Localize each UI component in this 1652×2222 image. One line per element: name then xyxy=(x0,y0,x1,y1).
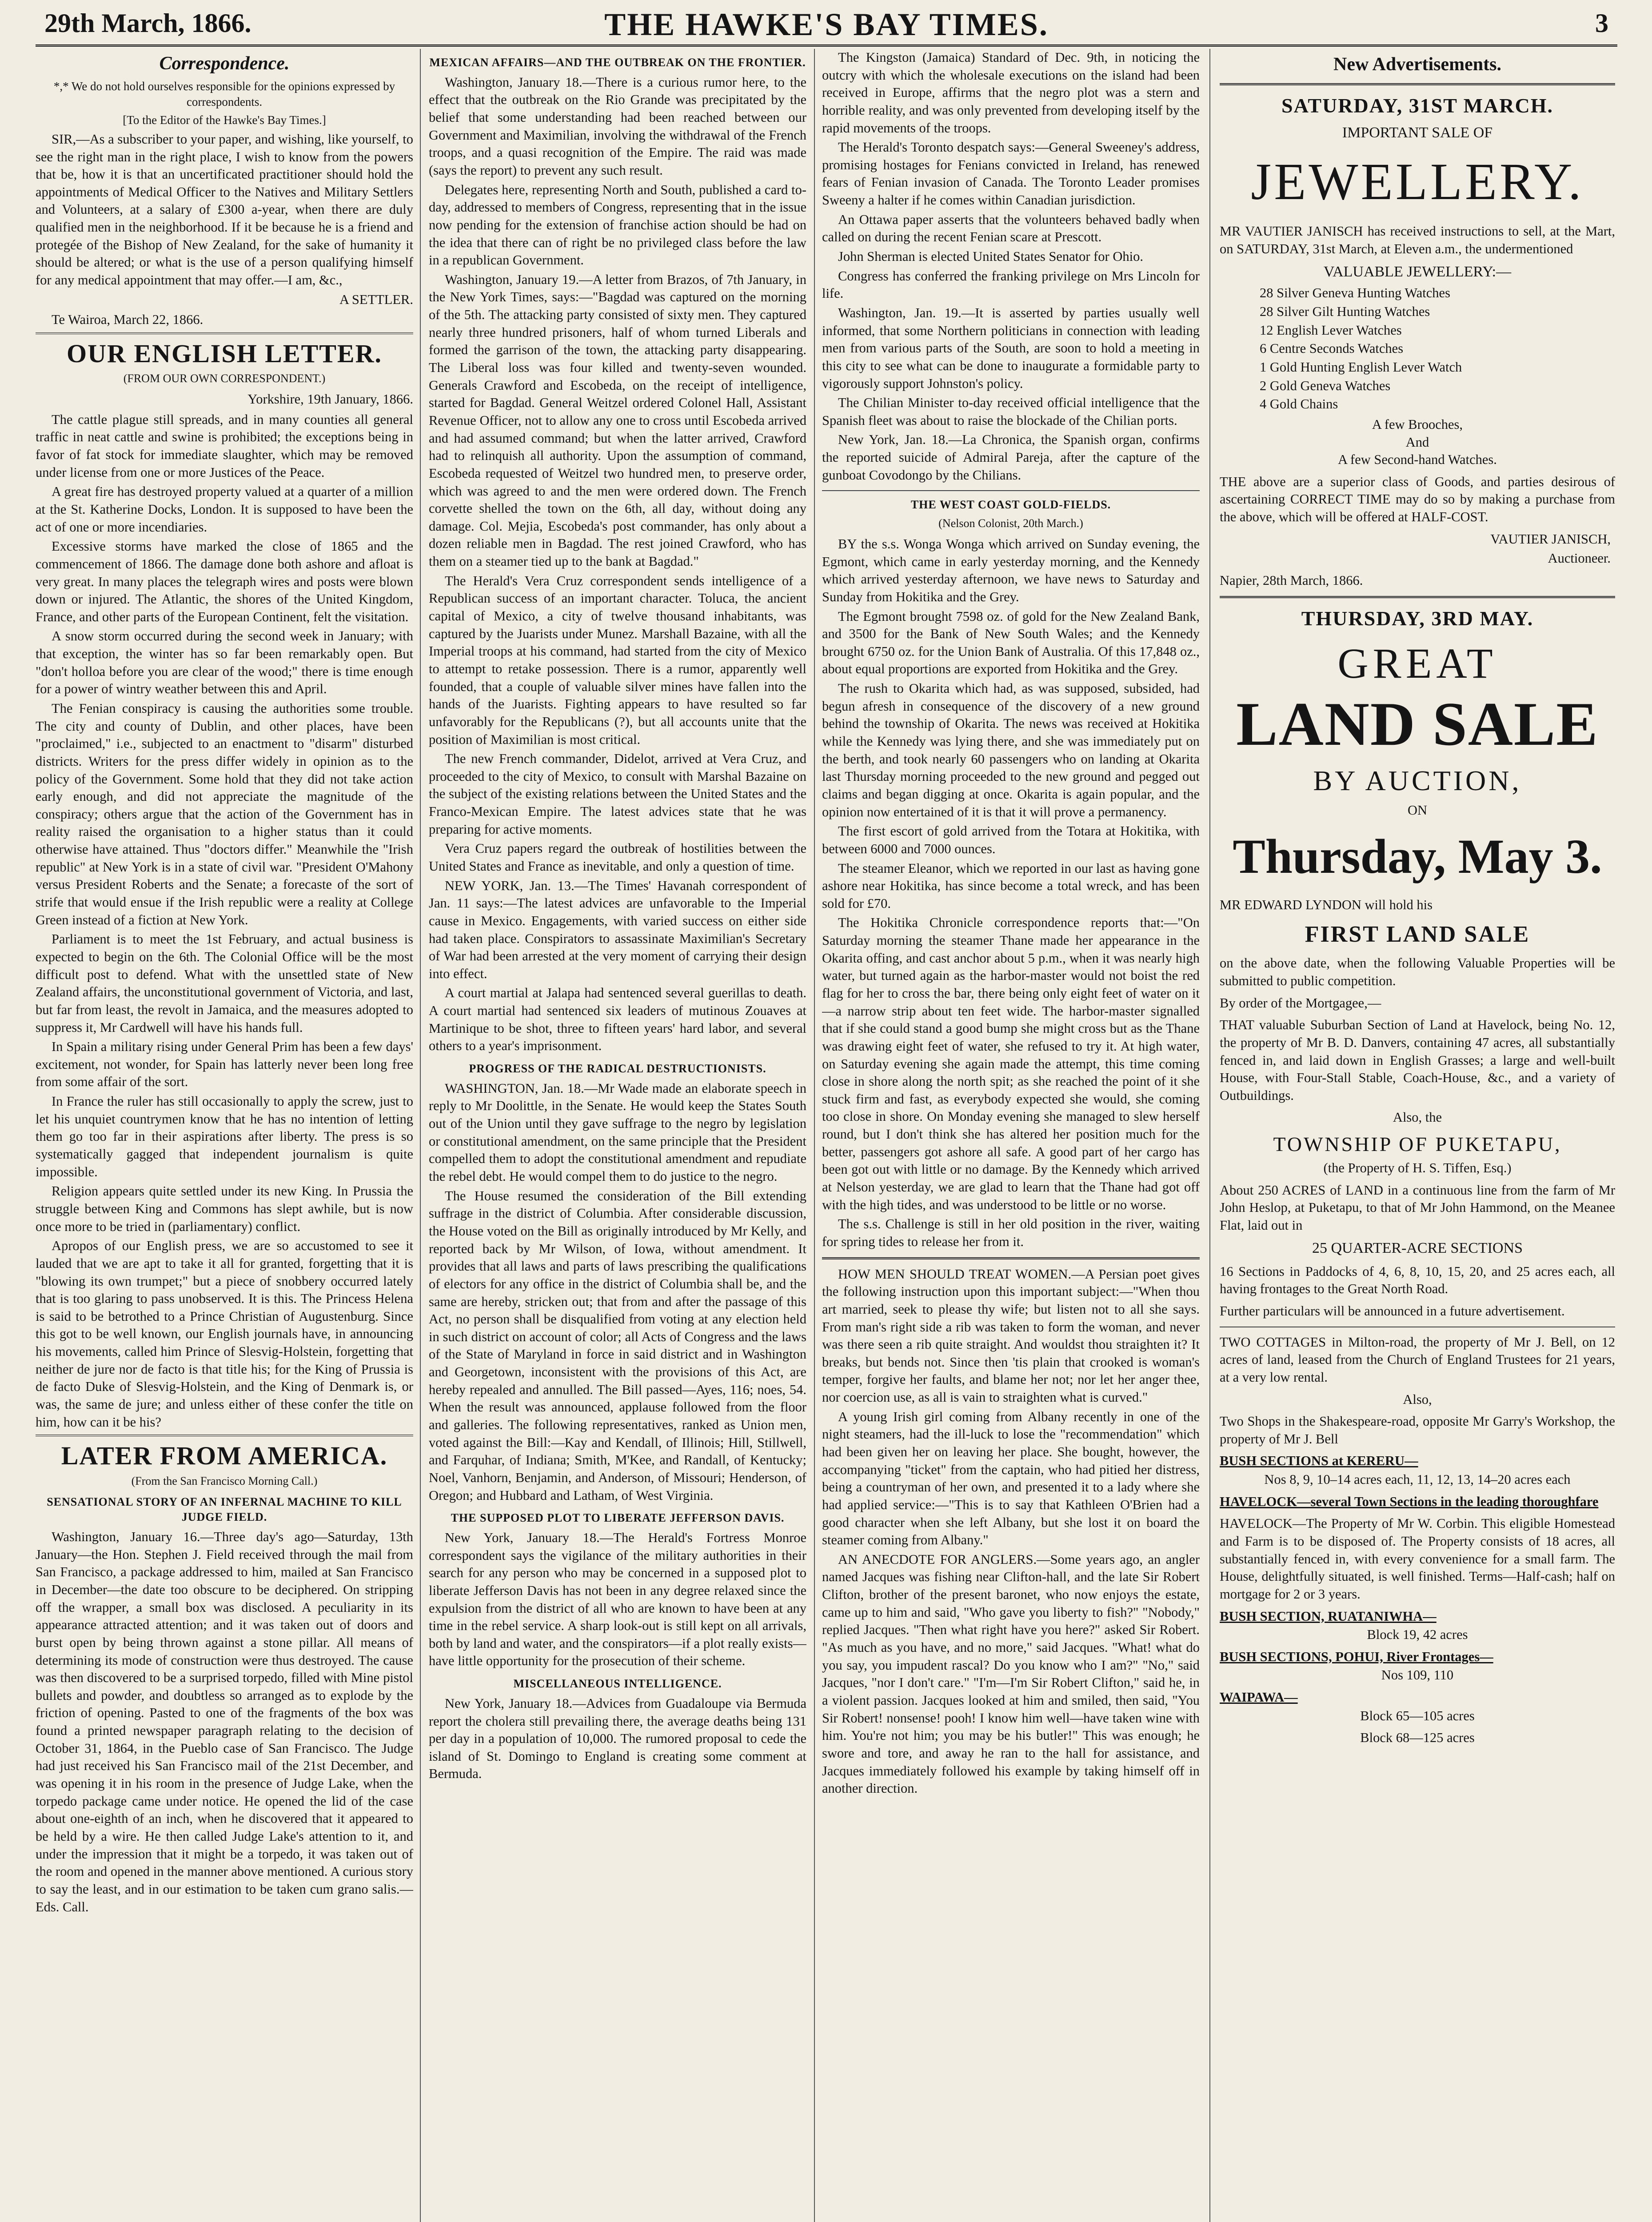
article-paragraph: New York, Jan. 18.—La Chronica, the Spanish organ, confirms the reported suicide of Admiral Pareja, after the capture of the gunboat Covodongo by the Chilians. xyxy=(822,432,1200,483)
masthead xyxy=(36,4,1617,47)
new-advertisements-heading: New Advertisements. xyxy=(1333,54,1501,75)
article-paragraph: Religion appears quite settled under its new King. In Prussia the struggle between King and Commons has slept awhile, but is now once more to be tried in (parliamentary) conflict. xyxy=(36,1183,413,1234)
article-paragraph: An Ottawa paper asserts that the volunteers behaved badly when called on during the recent Fenian scare at Prescott. xyxy=(822,212,1200,245)
article-paragraph: HOW MEN SHOULD TREAT WOMEN.—A Persian poet gives the following instruction upon this important subject:—"When thou art married, seek to please thy wife; but listen not to all she says. From man's right side a rib was taken to form the woman, and never was there seen a rib quite straight. And wouldst thou straighten it? It breaks, but bends not. Since then 'tis plain that crooked is woman's temper, forgive her faults, and blame her not; nor let her anger thee, nor coercion use, as all is vain to straighten what is curved." xyxy=(822,1266,1200,1405)
america-heading: LATER FROM AMERICA. xyxy=(36,1435,413,1472)
article-paragraph: A snow storm occurred during the second week in January; with that exception, the winter has so far been remarkably open. But "don't holloa before you are clear of the wood;" there is time enough for a power of wintry weather between this and April. xyxy=(36,628,413,697)
article-paragraph: The cattle plague still spreads, and in many counties all general traffic in neat cattle and swine is prohibited; the exceptions being in favor of fat stock for immediate slaughter, which may be removed under license from one or more Justices of the Peace. xyxy=(36,412,413,480)
america-credit: (From the San Francisco Morning Call.) xyxy=(131,1474,318,1487)
jewellery-extra: And xyxy=(1405,434,1429,450)
article-paragraph: The Herald's Toronto despatch says:—General Sweeney's address, promising hostages for Fenians convicted in Ireland, has renewed fears of Fenian invasion of Canada. The Toronto Leader promises Sweeny a halter if he comes within Canadian jurisdiction. xyxy=(822,140,1200,208)
english-letter-dateline: Yorkshire, 19th January, 1866. xyxy=(247,392,413,407)
article-paragraph: A young Irish girl coming from Albany recently in one of the night steamers, had the ill-luck to lose the "recommendation" which had been given her on leaving her place. She bought, however, the accompanying "ticket" from the captain, who had pitied her distress, being a countryman of her own, and presented it to a lady where she had applied service:—"This is to say that Kathleen O'Brien had a good character when she left Albany, but she lost it on board the steamer coming from Albany." xyxy=(822,1409,1200,1548)
column-4-advertisements xyxy=(1220,49,1615,2222)
article-paragraph: In France the ruler has still occasionally to apply the screw, just to let his unquiet countrymen know that he has no intention of letting them go too far in their aspirations after liberty. The press is so systematically gagged that independent journalism is quite impossible. xyxy=(36,1094,413,1179)
mexican-affairs-heading: MEXICAN AFFAIRS—AND THE OUTBREAK ON THE FRONTIER. xyxy=(429,56,806,69)
jewellery-sale-date: SATURDAY, 31ST MARCH. xyxy=(1281,94,1553,117)
divider xyxy=(822,1257,1200,1259)
article-paragraph: A court martial at Jalapa had sentenced several guerillas to death. A court martial had sentenced six leaders of mutinous Zouaves at Martinique to be shot, three to fifteen years' hard labor, and several others to a year's imprisonment. xyxy=(429,985,806,1054)
radical-heading: PROGRESS OF THE RADICAL DESTRUCTIONISTS. xyxy=(469,1062,766,1075)
first-land-sale: FIRST LAND SALE xyxy=(1305,921,1530,947)
letter-place: Te Wairoa, March 22, 1866. xyxy=(52,312,204,328)
township-property: (the Property of H. S. Tiffen, Esq.) xyxy=(1323,1160,1512,1175)
article-paragraph: BY the s.s. Wonga Wonga which arrived on Sunday evening, the Egmont, which came in early yesterday morning, and the Kennedy which arrived yesterday afternoon, we have news to Saturday and Sunday from Hokitika and the Grey. xyxy=(822,536,1200,604)
lot-detail: Block 68—125 acres xyxy=(1360,1730,1475,1746)
plot-heading: THE SUPPOSED PLOT TO LIBERATE JEFFERSON DAVIS. xyxy=(451,1511,785,1525)
also-label: Also, xyxy=(1403,1391,1432,1407)
list-item: 6 Centre Seconds Watches xyxy=(1260,341,1404,356)
article-paragraph: Washington, January 18.—There is a curious rumor here, to the effect that the outbreak on the Rio Grande was precipitated by the belief that some understanding had been reached between our Government and Maximilian, involving the withdrawal of the French troops, and a quasi recognition of the Empire. The raid was made (says the report) to prevent any such result. xyxy=(429,74,806,178)
article-paragraph: The rush to Okarita which had, as was supposed, subsided, had begun afresh in consequence of the discovery of a new ground behind the township of Okarita. The news was received at Hokitika while the Kennedy was lying there, and she was immediately put on the berth, and took nearly 60 passengers who on landing at Okarita last Thursday morning proceeded to the new ground and pegged out claims and began digging at once. Okarita is again popular, and the opinion now entertained of it is that it will prove a permanency. xyxy=(822,681,1200,819)
article-paragraph: The Herald's Vera Cruz correspondent sends intelligence of a Republican success of an important character. Toluca, the ancient capital of Mexico, a city of twelve thousand inhabitants, was captured by the Juarists under Munez. Marshall Bazaine, with all the Imperial troops at his command, had started from the city of Mexico to attempt to retake possession. There is a rumor, apparently well founded, that a couple of valuable silver mines have fallen into the hands of the Juarists. Fighting appears to have resulted so far unfavorably for the Republicans (?), but all accounts unite that the position of Maximilian is most critical. xyxy=(429,573,806,747)
article-paragraph: John Sherman is elected United States Senator for Ohio. xyxy=(838,249,1143,264)
article-paragraph: In Spain a military rising under General Prim has been a few days' excitement, not wonder, for Spain has latterly never been long free from some affair of the sort. xyxy=(36,1039,413,1090)
article-paragraph: Delegates here, representing North and South, published a card to-day, addressed to members of Congress, representing that in the issue now pending for the extension of franchise action should be had on the idea that there can of right be no privileged class before the law in a republican Government. xyxy=(429,182,806,268)
article-paragraph: Congress has conferred the franking privilege on Mrs Lincoln for life. xyxy=(822,268,1200,301)
english-letter-heading: OUR ENGLISH LETTER. xyxy=(36,332,413,370)
land-sale-body: on the above date, when the following Valuable Properties will be submitted to public competition. xyxy=(1220,955,1615,988)
letter-body: SIR,—As a subscriber to your paper, and wishing, like yourself, to see the right man in the right place, I wish to know from the powers that be, how it is that an uncertificated practitioner should hold the appointments of Medical Officer to the Natives and Military Settlers and Volunteers, at a salary of £300 a-year, when there are duly qualified men in the neighborhood. If it be because he is a friend and protegée of the Bishop of New Zealand, for the sake of humanity it should be altered; or what is the use of a person qualifying himself for any medical appointment that may offer.—I am, &c., xyxy=(36,131,413,288)
disclaimer: *,* We do not hold ourselves responsible for the opinions expressed by correspondents. xyxy=(53,79,395,108)
list-item: 1 Gold Hunting English Lever Watch xyxy=(1260,360,1462,375)
article-paragraph: The s.s. Challenge is still in her old position in the river, waiting for spring tides to release her from it. xyxy=(822,1216,1200,1249)
west-coast-heading: THE WEST COAST GOLD-FIELDS. xyxy=(910,498,1111,512)
on-label: ON xyxy=(1407,803,1428,818)
column-2 xyxy=(429,49,806,2222)
township-heading: TOWNSHIP OF PUKETAPU, xyxy=(1273,1133,1562,1156)
lot-detail: Block 65—105 acres xyxy=(1360,1708,1475,1723)
article-paragraph: NEW YORK, Jan. 13.—The Times' Havanah correspondent of Jan. 11 says:—The latest advices are unfavorable to the Imperial cause in Mexico. Engagements, with varied success on either side had taken place. Conspirators to assassinate Maximilian's Secretary of War had been arrested at the very moment of carrying their design into effect. xyxy=(429,878,806,981)
column-rule xyxy=(420,49,421,2222)
article-paragraph: Excessive storms have marked the close of 1865 and the commencement of 1866. The damage done both ashore and afloat is very great. In many places the telegraph wires and posts were blown down or injured. The Atlantic, the shores of the United Kingdom, France, and other parts of the European Continent, felt the visitation. xyxy=(36,539,413,624)
divider xyxy=(822,490,1200,491)
lot-detail: Block 19, 42 acres xyxy=(1367,1627,1468,1643)
lot-detail: Nos 8, 9, 10–14 acres each, 11, 12, 13, 14–20 acres each xyxy=(1264,1472,1571,1487)
lot-heading: HAVELOCK—several Town Sections in the leading thoroughfare xyxy=(1220,1494,1599,1509)
list-item: 28 Silver Geneva Hunting Watches xyxy=(1260,285,1450,301)
article-paragraph: Parliament is to meet the 1st February, and actual business is expected to begin on the 6th. The Colonial Office will be the most difficult post to defend. What with the unsettled state of New Zealand affairs, the unconstitutional government of Victoria, and last, but far from least, the revolt in Jamaica, and the measures adopted to suppress it, Mr Cardwell will have his hands full. xyxy=(36,931,413,1035)
article-paragraph: A great fire has destroyed property valued at a quarter of a million at the St. Katherine Docks, London. It is supposed to have been the act of one or more incendiaries. xyxy=(36,484,413,535)
land-sale-body: TWO COTTAGES in Milton-road, the property of Mr J. Bell, on 12 acres of land, leased from the Church of England Trustees for 21 years, at a very low rental. xyxy=(1220,1334,1615,1385)
article-paragraph: The Egmont brought 7598 oz. of gold for the New Zealand Bank, and 3500 for the Bank of New South Wales; and the Kennedy brought 6750 oz. for the Union Bank of Australia. Of this 17,848 oz., about equal proportions are exported from Hokitika and the Grey. xyxy=(822,608,1200,677)
america-subheading: SENSATIONAL STORY OF AN INFERNAL MACHINE TO KILL JUDGE FIELD. xyxy=(47,1495,402,1524)
article-paragraph: The Chilian Minister to-day received official intelligence that the Spanish fleet was about to raise the blockade of the Chilian ports. xyxy=(822,395,1200,428)
land-sale-body: THAT valuable Suburban Section of Land at Havelock, being No. 12, the property of Mr B. D. Danvers, containing 47 acres, all substantially fenced in, and laid down in English Grasses; a large and well-built House, with Four-Stall Stable, Coach-House, &c., and a variety of Outbuildings. xyxy=(1220,1017,1615,1103)
mortgagee-order: By order of the Mortgagee,— xyxy=(1220,995,1381,1011)
also-label: Also, the xyxy=(1393,1110,1442,1125)
land-sale-body: Further particulars will be announced in a future advertisement. xyxy=(1220,1303,1565,1319)
great-banner: GREAT xyxy=(1337,639,1497,687)
divider xyxy=(1220,596,1615,598)
land-sale-banner: LAND SALE xyxy=(1236,690,1599,759)
lot-heading: WAIPAWA— xyxy=(1220,1690,1298,1705)
west-coast-credit: (Nelson Colonist, 20th March.) xyxy=(938,517,1083,530)
list-item: 2 Gold Geneva Watches xyxy=(1260,378,1391,393)
jewellery-list xyxy=(1260,284,1615,413)
land-sale-body: 16 Sections in Paddocks of 4, 6, 8, 10, 15, 20, and 25 acres each, all having frontages to the Great North Road. xyxy=(1220,1263,1615,1297)
land-sale-body: HAVELOCK—The Property of Mr W. Corbin. This eligible Homestead and Farm is to be disposed of. The Property consists of 18 acres, all substantially fenced in, with every convenience for a small farm. The House, delightfully situated, is well finished. Terms—Half-cash; half on mortgage for 2 or 3 years. xyxy=(1220,1516,1615,1602)
divider xyxy=(1220,83,1615,85)
article-paragraph: Washington, Jan. 19.—It is asserted by parties usually well informed, that some Northern politicians in connection with leading men from various parts of the South, are soon to hold a meeting in this city to see what can be done to inaugurate a formidable party to vigorously support Johnston's policy. xyxy=(822,305,1200,391)
lot-heading: BUSH SECTION, RUATANIWHA— xyxy=(1220,1608,1437,1624)
letter-signature: A SETTLER. xyxy=(339,292,413,307)
list-item: 12 English Lever Watches xyxy=(1260,322,1402,338)
article-paragraph: AN ANECDOTE FOR ANGLERS.—Some years ago, an angler named Jacques was fishing near Clifton-hall, and the late Sir Robert Clifton, brother of the present baronet, who now enjoys the estate, came up to him and said, "Who gave you liberty to fish?" "Nobody," replied Jacques. "Then what right have you here?" asked Sir Robert. "As much as you have, and no more," said Jacques. "What! what do you say, you impudent rascal? Do you know who I am?" "No," said Jacques, "nor I don't care." "I'm—I'm Sir Robert Clifton," said he, in a violent passion. Jacques looked at him and smiled, then said, "You Sir Robert! nonsense! pooh! I know him well—have taken wine with him. You're not him; you may be his butler!" This was enough; he swore and tore, and away he ran to the hall for assistance, and Jacques immediately followed his example by taking himself off in another direction. xyxy=(822,1551,1200,1796)
column-3 xyxy=(822,49,1200,2222)
article-paragraph: Vera Cruz papers regard the outbreak of hostilities between the United States and France as inevitable, and only a question of time. xyxy=(429,841,806,874)
land-sale-intro: MR EDWARD LYNDON will hold his xyxy=(1220,897,1433,913)
article-paragraph: New York, January 18.—Advices from Guadaloupe via Bermuda report the cholera still prevailing there, the average deaths being 131 per day in a population of 10,000. The rumored proposal to cede the island of St. Domingo to England is creating some comment at Bermuda. xyxy=(429,1695,806,1782)
land-sale-date: THURSDAY, 3RD MAY. xyxy=(1301,607,1534,630)
column-rule xyxy=(1209,49,1210,2222)
english-letter-credit: (FROM OUR OWN CORRESPONDENT.) xyxy=(123,372,326,385)
auctioneer-name: VAUTIER JANISCH, xyxy=(1490,531,1611,547)
issue-date: 29th March, 1866. xyxy=(44,8,251,38)
page-number: 3 xyxy=(1595,8,1608,38)
valuable-jewellery-label: VALUABLE JEWELLERY:— xyxy=(1323,264,1512,280)
by-auction: BY AUCTION, xyxy=(1313,765,1522,797)
article-paragraph: Washington, January 19.—A letter from Brazos, of 7th January, in the New York Times, says:—"Bagdad was captured on the morning of the 5th. The attacking party consisted of sixty men. They captured nearly three hundred prisoners, half of whom turned Liberals and formed the garrison of the town, the attacking party disappearing. The Liberal loss was four killed and twenty-seven wounded. Generals Crawford and Escobeda, on the receipt of intelligence, started for Bagdad. General Weitzel ordered Colonel Hall, Assistant Revenue Officer, not to allow any one to cross until Escobeda arrived and had assumed command; but when the latter arrived, Crawford had to relinquish all authority. Upon the assumption of command, Escobeda requested of Weitzel two hundred men, to preserve order, which was agreed to and the men were ordered down. The French corvette shelled the town on the 6th, all day, without doing any damage. Col. Mejia, Escobeda's post commander, has only about a dozen reliable men in Bagdad. The rest joined Crawford, who has them on a steamer tied up to the bank at Bagdad." xyxy=(429,272,806,569)
article-paragraph: The House resumed the consideration of the Bill extending suffrage in the district of Columbia. After considerable discussion, the House voted on the Bill as originally introduced by Mr Kelly, and reported back by Mr Wilson, of Iowa, without amendment. It provides that all laws and parts of laws prescribing the qualifications of electors for any office in the district of Columbia shall be, and the same are hereby, stricken out; that from and after the passage of this Act, no person shall be disqualified from voting at any election held in such district on account of color; all Acts of Congress and the laws of the State of Maryland in force in said district and in Washington and Georgetown, inconsistent with the provisions of this Act, are hereby repealed and annulled. The Bill passed—Ayes, 116; noes, 54. When the result was announced, applause followed from the floor and galleries. The following representatives, ranked as Union men, voted against the Bill:—Kay and Kendall, of Illinois; Hill, Stillwell, and Farquhar, of Indiana; Smith, M'Kee, and Randall, of Kentucky; Noel, Vanhorn, Benjamin, and Anderson, of Missouri; Henderson, of Oregon; and Hubbard and Latham, of West Virginia. xyxy=(429,1188,806,1503)
newspaper-title: THE HAWKE'S BAY TIMES. xyxy=(604,7,1049,42)
jewellery-extra: A few Brooches, xyxy=(1372,416,1463,432)
jewellery-place: Napier, 28th March, 1866. xyxy=(1220,573,1363,588)
jewellery-note: THE above are a superior class of Goods, and parties desirous of ascertaining CORRECT TIME may do so by making a purchase from the above, which will be offered at HALF-COST. xyxy=(1220,474,1615,525)
article-paragraph: The Hokitika Chronicle correspondence reports that:—"On Saturday morning the steamer Thane made her appearance in the Okarita offing, and cast anchor about 5 p.m., when it was nearly high water, but turned again as the harbor-master would not boist the red flag for her to cross the bar, there being only eight feet of water on it—a narrow strip about ten feet wide. The harbor-master signalled that if she could stand a good bump she might cross but as the Thane was drawing eight feet of water, she refused to try it. At high water, on Saturday evening she again made the attempt, this time coming close in shore along the north spit; as she reached the point of it she stuck firm and fast, as everybody expected she would, she coming too close in shore. On Monday evening she managed to slew herself round, but I don't think she has altered her position much for the better, passengers got ashore all safe. A good part of her cargo has been got out with little or no damage. By the Kennedy which arrived at Nelson yesterday, we are glad to learn that the Thane had got off with the high tides, and was understood to be little or no worse. xyxy=(822,915,1200,1212)
jewellery-banner: JEWELLERY. xyxy=(1251,152,1584,211)
jewellery-extra: A few Second-hand Watches. xyxy=(1338,452,1497,468)
quarter-acre-sections: 25 QUARTER-ACRE SECTIONS xyxy=(1312,1240,1523,1257)
lot-detail: Nos 109, 110 xyxy=(1381,1667,1454,1683)
column-rule xyxy=(814,49,815,2222)
column-1 xyxy=(36,49,413,2222)
editor-note: [To the Editor of the Hawke's Bay Times.] xyxy=(123,113,326,127)
thursday-banner: Thursday, May 3. xyxy=(1233,829,1602,884)
jewellery-sale-subhead: IMPORTANT SALE OF xyxy=(1342,124,1493,141)
article-paragraph: The first escort of gold arrived from the Totara at Hokitika, with between 6000 and 7000 ounces. xyxy=(822,823,1200,856)
list-item: 28 Silver Gilt Hunting Watches xyxy=(1260,304,1430,320)
correspondence-heading: Correspondence. xyxy=(159,53,290,74)
article-paragraph: Apropos of our English press, we are so accustomed to see it lauded that we are apt to take it all for granted, forgetting that it is "blowing its own trumpet;" but a piece of snobbery occurred lately that is too glaring to pass unobserved. It is this. The Princess Helena is said to be betrothed to a Prince Christian of Augustenburg. Since this got to be well known, our English journals have, in announcing his movements, called him Prince of Slesvig-Holstein, forgetting that neither de jure nor de facto is that title his; for the King of Prussia is de facto Duke of Slesvig-Holstein, and the King of Denmark is, or was, the same de jure; and unless either of these confer the title on him, how can it be his? xyxy=(36,1238,413,1430)
land-sale-body: Two Shops in the Shakespeare-road, opposite Mr Garry's Workshop, the property of Mr J. Bell xyxy=(1220,1414,1615,1447)
article-paragraph: Washington, January 16.—Three day's ago—Saturday, 13th January—the Hon. Stephen J. Field received through the mail from San Francisco, a package addressed to him, mailed at San Francisco in December—the date too obscure to be deciphered. On stripping off the wrapper, a small box was disclosed. A peculiarity in its appearance attracted attention; and it was taken out of doors and burst open by being thrown against a stone pillar. All means of determining its mode of construction were thus destroyed. The cause was then discovered to be a surprised torpedo, filled with Mine pistol bullets and powder, and doubtless so arranged as to explode by the friction of opening. Pasted to one of the fragments of the box was found a printed newspaper paragraph relating to the decision of October 31, 1864, in the Pueblo case of San Francisco. The Judge had just received his San Francisco mail of the 21st December, and was opening it in his room in the presence of Judge Lake, when the torpedo package came under notice. He opened the lid of the case about one-eighth of an inch, when he discovered that it appeared to be held by a wire. He then called Judge Lake's attention to it, and under the impression that it might be a torpedo, it was taken out of the room and opened in the manner above mentioned. A curious story to say the least, and in our estimation to be taken cum grano salis.—Eds. Call. xyxy=(36,1529,413,1914)
article-paragraph: WASHINGTON, Jan. 18.—Mr Wade made an elaborate speech in reply to Mr Doolittle, in the Senate. He would keep the States South out of the Union until they gave suffrage to the negro by legislation or constitutional amendment, on the same principle that the President compelled them to adopt the constitutional amendment and repudiate the rebel debt. He would compel them to do justice to the negro. xyxy=(429,1080,806,1184)
lot-heading: BUSH SECTIONS at KERERU— xyxy=(1220,1453,1418,1469)
article-paragraph: The new French commander, Didelot, arrived at Vera Cruz, and proceeded to the city of Mexico, to consult with Marshal Bazaine on the subject of the existing relations between the United States and the Franco-Mexican Empire. The latest advices state that he was preparing for active moments. xyxy=(429,751,806,837)
lot-heading: BUSH SECTIONS, POHUI, River Frontages— xyxy=(1220,1649,1493,1664)
auctioneer-role: Auctioneer. xyxy=(1548,551,1611,566)
article-paragraph: The steamer Eleanor, which we reported in our last as having gone ashore near Hokitika, has since become a total wreck, and has been sold for £70. xyxy=(822,860,1200,911)
article-paragraph: The Kingston (Jamaica) Standard of Dec. 9th, in noticing the outcry with which the wholesale executions on the island had been received in Europe, affirms that the negro plot was a stern and horrible reality, and was only prevented from developing itself by the rapid movements of the troops. xyxy=(822,50,1200,136)
list-item: 4 Gold Chains xyxy=(1260,396,1338,412)
article-paragraph: The Fenian conspiracy is causing the authorities some trouble. The city and county of Dublin, and other places, have been "proclaimed," i.e., subjected to an enactment to "disarm" disturbed districts. Writers for the press differ widely in opinion as to the policy of the Government. Some hold that they did not take action early enough, and did not appreciate the magnitude of the conspiracy; others argue that the action of the Government has in reality raised the organisation to a higher status than it could otherwise have attained. Thus "doctors differ." Meanwhile the "Irish republic" at New York is in a state of civil war. "President O'Mahony versus President Roberts and the Senate; a forecaste of the sort of strife that would ensue if the Irish republic were a reality at College Green instead of a fiction at New York. xyxy=(36,701,413,927)
jewellery-intro: MR VAUTIER JANISCH has received instructions to sell, at the Mart, on SATURDAY, 31st March, at Eleven a.m., the undermentioned xyxy=(1220,223,1615,256)
land-sale-body: About 250 ACRES of LAND in a continuous line from the farm of Mr John Heslop, at Puketapu, to that of Mr John Hammond, on the Meanee Flat, laid out in xyxy=(1220,1182,1615,1233)
article-paragraph: New York, January 18.—The Herald's Fortress Monroe correspondent says the vigilance of the military authorities in their search for any person who may be concerned in a supposed plot to liberate Jefferson Davis has not been in any degree relaxed since the expulsion from the district of all who are known to have been at any time in the rebel service. A sharp look-out is still kept on all arrivals, both by land and water, and the conspirators—if a plot really exists—have little opportunity for the prosecution of their scheme. xyxy=(429,1530,806,1669)
misc-heading: MISCELLANEOUS INTELLIGENCE. xyxy=(513,1677,722,1690)
